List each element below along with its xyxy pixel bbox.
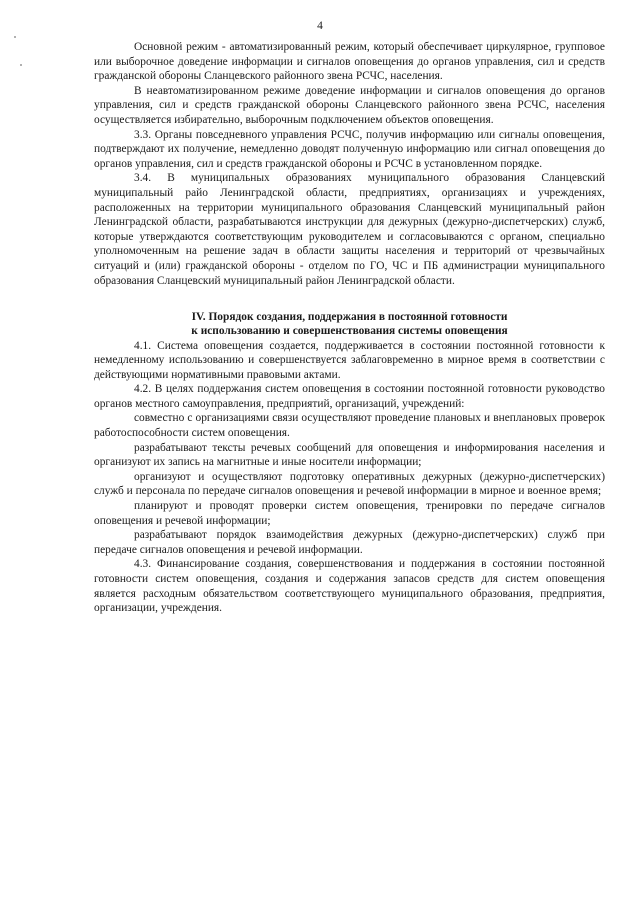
document-body xyxy=(94,40,605,616)
paragraph-non-automated-mode: В неавтоматизированном режиме доведение информации и сигналов оповещения до органов управления, сил и средств гражданской обороны Сланцевского районного звена РСЧС, населения осуществляется избирательно, выборочным подключением объектов оповещения. xyxy=(94,84,605,126)
scan-speck xyxy=(14,36,16,38)
paragraph-4-1: 4.1. Система оповещения создается, поддерживается в состоянии постоянной готовности к немедленному использованию и совершенствуется заблаговременно в мирное время в соответствии с действующими нормативными правовыми актами. xyxy=(94,339,605,381)
scan-speck xyxy=(20,64,22,66)
section-heading xyxy=(94,310,605,338)
section-heading-line-2: к использованию и совершенствования системы оповещения xyxy=(191,325,508,338)
paragraph-4-3: 4.3. Финансирование создания, совершенствования и поддержания в состоянии постоянной готовности систем оповещения, создания и содержания запасов средств для систем оповещения является расходным обязательством соответствующего муниципального образования, предприятия, организации, учреждения. xyxy=(94,558,605,615)
list-item-interaction: разрабатывают порядок взаимодействия дежурных (дежурно-диспетчерских) служб при передаче сигналов оповещения и речевой информации. xyxy=(94,529,605,556)
paragraph-3-4: 3.4. В муниципальных образованиях муниципального образования Сланцевский муниципальный райо Ленинградской области, предприятиях, организациях и учреждениях, расположенных на территории муниципального образования Сланцевский муниципальный район Ленинградской области, разрабатываются инструкции для дежурных (дежурно-диспетчерских) служб, которые утверждаются соответствующим руководителем и согласовываются с органом, специально уполномоченным на решение задач в области защиты населения и территорий от чрезвычайных ситуаций и (или) гражданской обороны - отделом по ГО, ЧС и ПБ администрации муниципального образования Сланцевский муниципальный район Ленинградской области. xyxy=(94,172,605,287)
paragraph-3-3: 3.3. Органы повседневного управления РСЧС, получив информацию или сигналы оповещения, подтверждают их получение, немедленно доводят полученную информацию или сигнал оповещения до органов управления, сил и средств гражданской обороны и РСЧС в установленном порядке. xyxy=(94,128,605,170)
paragraph-basic-mode: Основной режим - автоматизированный режим, который обеспечивает циркулярное, групповое или выборочное доведение информации и сигналов оповещения до органов управления, сил и средств гражданской обороны Сланцевского районного звена РСЧС, населения. xyxy=(94,41,605,83)
paragraph-4-2: 4.2. В целях поддержания систем оповещения в состоянии постоянной готовности руководство органов местного самоуправления, предприятий, организаций, учреждений: xyxy=(94,383,605,410)
list-item-texts: разрабатывают тексты речевых сообщений для оповещения и информирования населения и организуют их запись на магнитные и иные носители информации; xyxy=(94,441,605,469)
page-number: 4 xyxy=(317,20,323,32)
section-heading-line-1: IV. Порядок создания, поддержания в постоянной готовности xyxy=(191,311,508,324)
list-item-training: организуют и осуществляют подготовку оперативных дежурных (дежурно-диспетчерских) служб и персонала по передаче сигналов оповещения и речевой информации в мирное и военное время; xyxy=(94,470,605,498)
list-item-drills: планируют и проводят проверки систем оповещения, тренировки по передаче сигналов оповещения и речевой информации; xyxy=(94,500,605,527)
list-item-checks: совместно с организациями связи осуществляют проведение плановых и внеплановых проверок работоспособности систем оповещения. xyxy=(94,412,605,440)
